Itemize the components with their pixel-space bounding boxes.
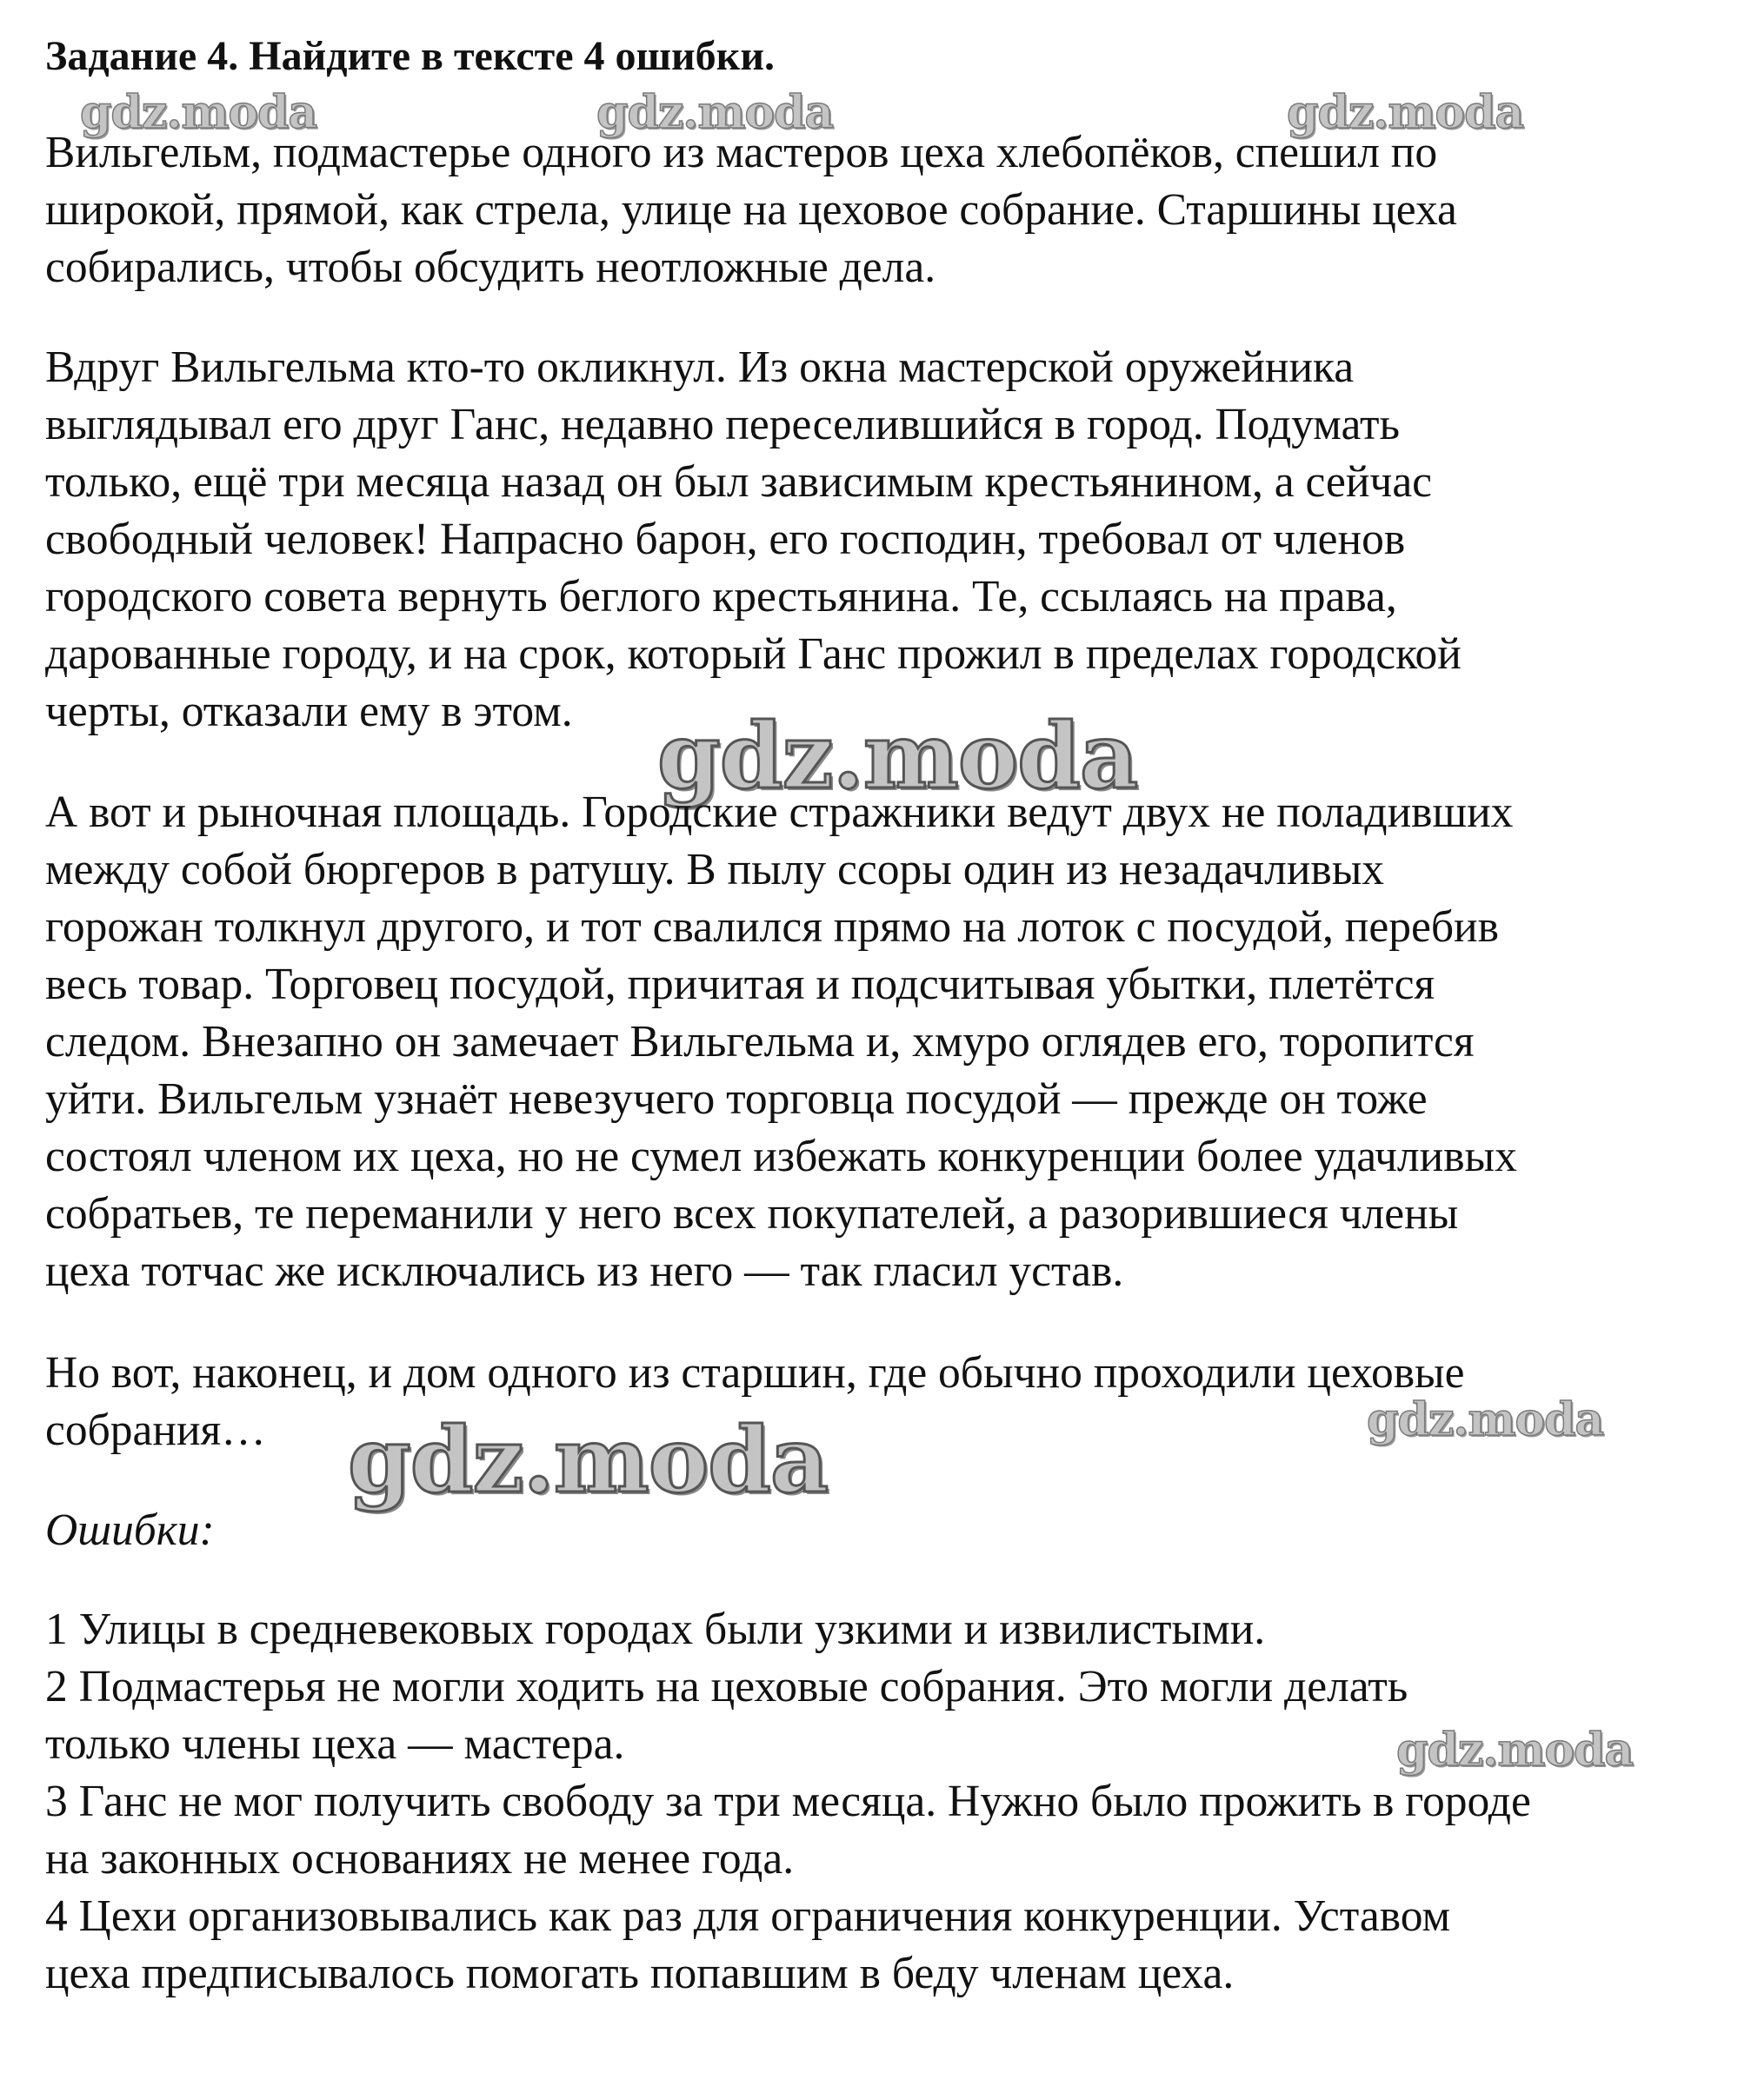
paragraph-line: черты, отказали ему в этом. — [45, 687, 573, 736]
watermark-large: gdz.moda — [657, 702, 1138, 809]
watermark: gdz.moda — [596, 86, 834, 139]
paragraph-line: Но вот, наконец, и дом одного из старшин, где обычно проходили цеховые — [45, 1348, 1465, 1398]
paragraph-line: широкой, прямой, как стрела, улице на цеховое собрание. Старшины цеха — [45, 185, 1457, 235]
error-line: 1 Улицы в средневековых городах были узкими и извилистыми. — [45, 1605, 1266, 1654]
errors-heading: Ошибки: — [45, 1505, 215, 1555]
paragraph-2 — [45, 339, 1732, 741]
watermark: gdz.moda — [1396, 1724, 1634, 1777]
paragraph-line: дарованные городу, и на срок, который Ганс прожил в пределах городской — [45, 629, 1462, 679]
watermark: gdz.moda — [1367, 1393, 1604, 1446]
paragraph-line: уйти. Вильгельм узнаёт невезучего торговца посудой — прежде он тоже — [45, 1074, 1428, 1124]
paragraph-line: выглядывал его друг Ганс, недавно переселившийся в город. Подумать — [45, 400, 1400, 449]
paragraph-line: цеха тотчас же исключались из него — так гласил устав. — [45, 1246, 1124, 1296]
paragraph-line: весь товар. Торговец посудой, причитая и подсчитывая убытки, плетётся — [45, 960, 1435, 1009]
error-line: 4 Цехи организовывались как раз для ограничения конкуренции. Уставом — [45, 1891, 1451, 1941]
paragraph-line: только, ещё три месяца назад он был зависимым крестьянином, а сейчас — [45, 457, 1433, 507]
paragraph-line: следом. Внезапно он замечает Вильгельма и, хмуро оглядев его, торопится — [45, 1017, 1475, 1067]
error-line: 2 Подмастерья не могли ходить на цеховые собрания. Это могли делать — [45, 1662, 1408, 1711]
paragraph-line: состоял членом их цеха, но не сумел избежать конкуренции более удачливых — [45, 1132, 1517, 1181]
error-line: на законных основаниях не менее года. — [45, 1834, 795, 1884]
paragraph-line: собратьев, те переманили у него всех покупателей, а разорившиеся члены — [45, 1189, 1459, 1239]
paragraph-line: городского совета вернуть беглого крестьянина. Те, ссылаясь на права, — [45, 572, 1397, 621]
error-line: только члены цеха — мастера. — [45, 1719, 625, 1769]
watermark: gdz.moda — [1287, 86, 1524, 139]
watermark-large: gdz.moda — [348, 1406, 829, 1513]
paragraph-line: собрания… — [45, 1406, 266, 1455]
task-title: Задание 4. Найдите в тексте 4 ошибки. — [45, 33, 775, 79]
paragraph-line: Вильгельм, подмастерье одного из мастеров цеха хлебопёков, спешил по — [45, 128, 1438, 177]
paragraph-line: свободный человек! Напрасно барон, его господин, требовал от членов — [45, 515, 1406, 564]
paragraph-3 — [45, 784, 1732, 1300]
paragraph-line: собирались, чтобы обсудить неотложные дела. — [45, 243, 936, 292]
errors-list — [45, 1601, 1531, 2003]
watermark: gdz.moda — [80, 86, 317, 139]
paragraph-line: А вот и рыночная площадь. Городские стражники ведут двух не поладивших — [45, 788, 1514, 837]
paragraph-line: Вдруг Вильгельма кто-то окликнул. Из окна мастерской оружейника — [45, 342, 1355, 392]
error-line: цеха предписывалось помогать попавшим в беду членам цеха. — [45, 1949, 1235, 1998]
paragraph-1 — [45, 124, 1732, 296]
error-line: 3 Ганс не мог получить свободу за три месяца. Нужно было прожить в городе — [45, 1777, 1531, 1826]
paragraph-line: горожан толкнул другого, и тот свалился прямо на лоток с посудой, перебив — [45, 902, 1499, 952]
paragraph-line: между собой бюргеров в ратушу. В пылу ссоры один из незадачливых — [45, 845, 1385, 894]
paragraph-4 — [45, 1345, 1732, 1459]
